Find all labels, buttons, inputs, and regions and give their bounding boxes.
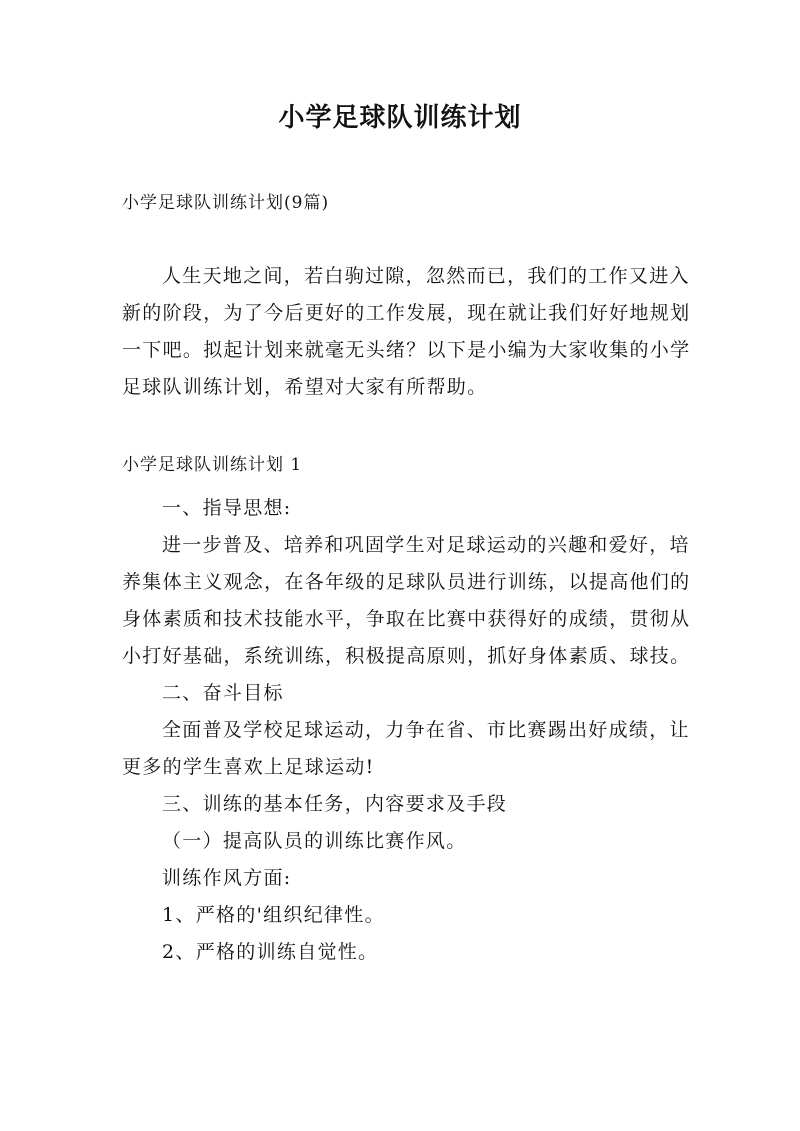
heading-guiding-thought: 一、指导思想: — [162, 497, 292, 519]
paragraph-guiding-thought: 进一步普及、培养和巩固学生对足球运动的兴趣和爱好，培养集体主义观念，在各年级的足球队员进行训练，以提高他们的身体素质和技术技能水平，争取在比赛中获得好的成绩，贯彻从小打好基础，系统训练，积极提高原则，抓好身体素质、球技。 — [122, 534, 691, 667]
document-subtitle: 小学足球队训练计划(9篇) — [122, 193, 330, 213]
list-item-2: 2、严格的训练自觉性。 — [162, 941, 379, 963]
subheading-training-style: （一）提高队员的训练比赛作风。 — [162, 830, 467, 852]
section-body — [122, 490, 692, 971]
intro-paragraph: 人生天地之间，若白驹过隙，忽然而已，我们的工作又进入新的阶段，为了今后更好的工作发展，现在就让我们好好地规划一下吧。拟起计划来就毫无头绪？以下是小编为大家收集的小学足球队训练计划，希望对大家有所帮助。 — [122, 265, 691, 398]
section-title: 小学足球队训练计划 1 — [122, 455, 303, 475]
paragraph-goal: 全面普及学校足球运动，力争在省、市比赛踢出好成绩，让更多的学生喜欢上足球运动! — [122, 719, 690, 778]
list-item-1: 1、严格的'组织纪律性。 — [162, 904, 385, 926]
heading-training-tasks: 三、训练的基本任务，内容要求及手段 — [162, 793, 508, 815]
paragraph-training-style: 训练作风方面: — [162, 867, 292, 889]
heading-goal: 二、奋斗目标 — [162, 682, 284, 704]
document-title: 小学足球队训练计划 — [278, 103, 522, 133]
